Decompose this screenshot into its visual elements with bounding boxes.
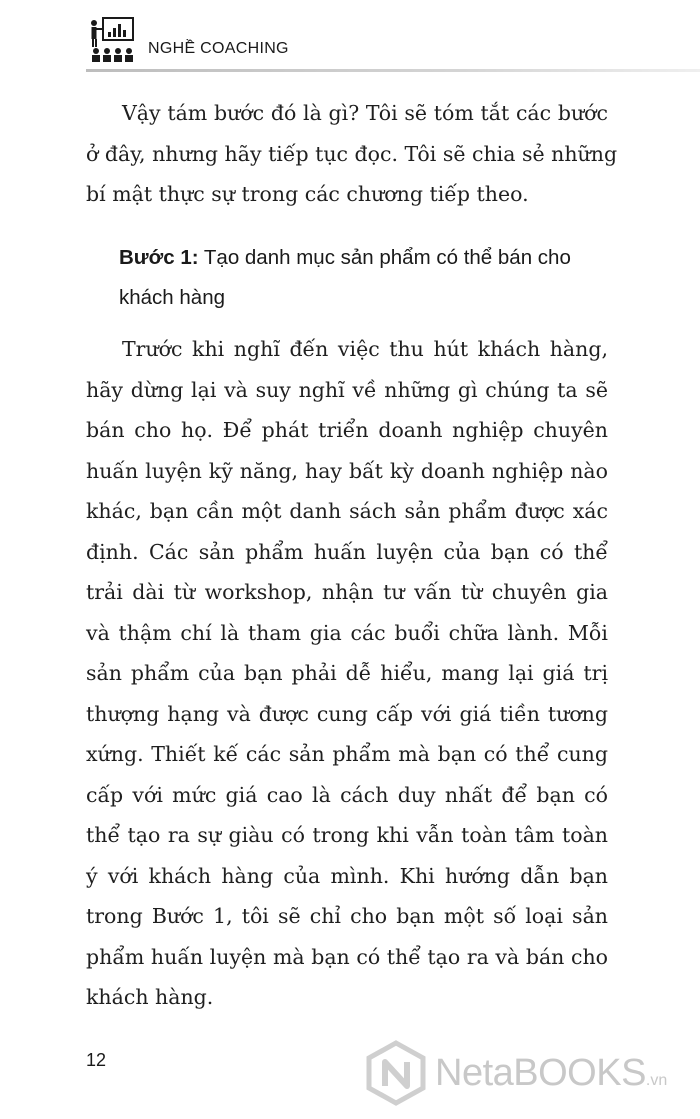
text-line: bán cho họ. Để phát triển doanh nghiệp chuyên <box>86 418 608 442</box>
step-title: Tạo danh mục sản phẩm có thể bán cho <box>203 246 571 269</box>
step-label: Bước 1: <box>119 246 199 269</box>
text-line: hãy dừng lại và suy nghĩ về những gì chúng ta sẽ <box>86 377 608 402</box>
text-line: định. Các sản phẩm huấn luyện của bạn có thể <box>86 539 608 564</box>
text-line: khách hàng. <box>86 985 214 1009</box>
running-header-title: NGHỀ COACHING <box>148 40 289 57</box>
text-line: huấn luyện kỹ năng, hay bất kỳ doanh nghiệp nào <box>86 458 608 483</box>
step-heading-line-2: khách hàng <box>119 286 226 309</box>
text-line: trải dài từ workshop, nhận tư vấn từ chuyên gia <box>86 580 608 604</box>
text-line: thượng hạng và được cung cấp với giá tiền tương <box>86 701 608 726</box>
watermark-brand: NetaBOOKS <box>435 1052 646 1094</box>
text-line: Trước khi nghĩ đến việc thu hút khách hàng, <box>122 337 608 361</box>
text-line: xứng. Thiết kế các sản phẩm mà bạn có thể cung <box>86 742 608 766</box>
step-heading-line-1 <box>119 238 619 278</box>
text-line: thể tạo ra sự giàu có trong khi vẫn toàn tâm toàn <box>86 823 608 847</box>
text-line: ý với khách hàng của mình. Khi hướng dẫn bạn <box>86 863 608 888</box>
header-divider <box>86 69 700 72</box>
text-line: khác, bạn cần một danh sách sản phẩm được xác <box>86 499 608 523</box>
text-line: và thậm chí là tham gia các buổi chữa lành. Mỗi <box>86 620 608 645</box>
text-line: sản phẩm của bạn phải dễ hiểu, mang lại giá trị <box>86 661 608 685</box>
running-header <box>86 14 700 74</box>
text-line: cấp với mức giá cao là cách duy nhất để bạn có <box>86 782 608 807</box>
watermark <box>363 1040 698 1106</box>
watermark-domain-suffix: .vn <box>645 1072 668 1089</box>
paragraph-intro <box>86 93 618 215</box>
paragraph-main <box>86 329 608 1018</box>
text-line: ở đây, nhưng hãy tiếp tục đọc. Tôi sẽ chia sẻ những <box>86 141 618 166</box>
step-heading <box>119 238 619 318</box>
text-line: bí mật thực sự trong các chương tiếp theo. <box>86 182 529 206</box>
watermark-text <box>435 1052 667 1095</box>
page-number: 12 <box>86 1050 107 1070</box>
netabooks-logo-icon <box>363 1040 429 1106</box>
text-line: phẩm huấn luyện mà bạn có thể tạo ra và bán cho <box>86 944 608 969</box>
presenter-board-audience-icon <box>88 14 140 66</box>
text-line: Vậy tám bước đó là gì? Tôi sẽ tóm tắt các bước <box>122 101 608 125</box>
text-line: trong Bước 1, tôi sẽ chỉ cho bạn một số loại sản <box>86 904 608 928</box>
